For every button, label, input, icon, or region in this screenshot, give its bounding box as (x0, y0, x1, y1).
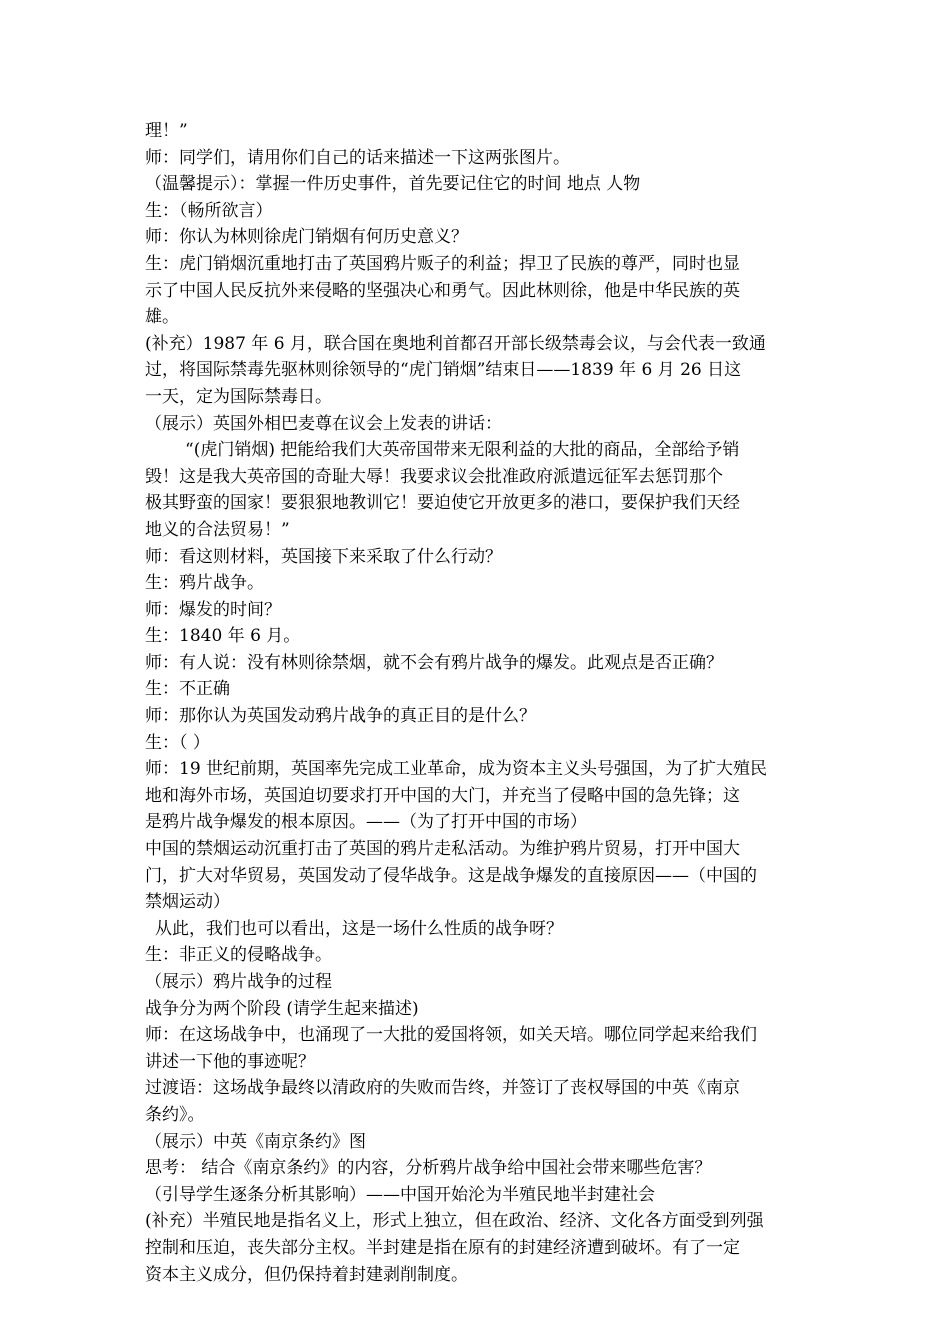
text-line: （展示）英国外相巴麦尊在议会上发表的讲话： (145, 413, 502, 434)
text-line: 雄。 (145, 307, 179, 328)
text-line: 生：（畅所欲言） (145, 200, 273, 221)
quote-line: 毁！这是我大英帝国的奇耻大辱！我要求议会批准政府派遣远征军去惩罚那个 (145, 466, 723, 487)
text-line: (补充）1987 年 6 月，联合国在奥地利首都召开部长级禁毒会议，与会代表一致通 (145, 333, 766, 354)
text-line: 示了中国人民反抗外来侵略的坚强决心和勇气。因此林则徐，他是中华民族的英 (145, 280, 740, 301)
text-line: 条约》。 (145, 1104, 205, 1125)
quote-line: “(虎门销烟) 把能给我们大英帝国带来无限利益的大批的商品，全部给予销 (185, 440, 740, 461)
text-line: 生：不正确 (145, 679, 230, 700)
text-line: 控制和压迫，丧失部分主权。半封建是指在原有的封建经济遭到破坏。有了一定 (145, 1237, 740, 1258)
text-line: （温馨提示）：掌握一件历史事件，首先要记住它的时间 地点 人物 (145, 174, 641, 195)
text-line: 地和海外市场，英国迫切要求打开中国的大门，并充当了侵略中国的急先锋；这 (145, 785, 740, 806)
text-line: 过渡语：这场战争最终以清政府的失败而告终，并签订了丧权辱国的中英《南京 (145, 1078, 740, 1099)
text-line: （展示）中英《南京条约》图 (145, 1131, 366, 1152)
text-line: 师：19 世纪前期，英国率先完成工业革命，成为资本主义头号强国，为了扩大殖民 (145, 759, 768, 780)
document-page (145, 118, 810, 1288)
text-line: 门，扩大对华贸易，英国发动了侵华战争。这是战争爆发的直接原因——（中国的 (145, 865, 757, 886)
text-line: 师：有人说：没有林则徐禁烟，就不会有鸦片战争的爆发。此观点是否正确？ (145, 652, 723, 673)
text-line: 生：1840 年 6 月。 (145, 626, 301, 647)
text-line: 生：非正义的侵略战争。 (145, 945, 332, 966)
text-line: 从此，我们也可以看出，这是一场什么性质的战争呀？ (155, 918, 563, 939)
text-line: 中国的禁烟运动沉重打击了英国的鸦片走私活动。为维护鸦片贸易，打开中国大 (145, 839, 740, 860)
text-line: 讲述一下他的事迹呢？ (145, 1051, 315, 1072)
text-line: 过，将国际禁毒先驱林则徐领导的“虎门销烟”结束日——1839 年 6 月 26 日这 (145, 360, 742, 381)
text-line: 一天，定为国际禁毒日。 (145, 386, 332, 407)
text-line: 生：鸦片战争。 (145, 573, 264, 594)
text-line: 禁烟运动） (145, 892, 230, 913)
quote-line: 地义的合法贸易！” (145, 519, 290, 540)
text-line: 生：虎门销烟沉重地打击了英国鸦片贩子的利益；捍卫了民族的尊严，同时也显 (145, 253, 740, 274)
text-line: （引导学生逐条分析其影响）——中国开始沦为半殖民地半封建社会 (145, 1184, 655, 1205)
text-line: 师：看这则材料，英国接下来采取了什么行动？ (145, 546, 502, 567)
text-line: 师：你认为林则徐虎门销烟有何历史意义？ (145, 227, 468, 248)
text-line: 理！” (145, 121, 188, 141)
text-line: 师：同学们，请用你们自己的话来描述一下这两张图片。 (145, 147, 570, 168)
text-line: 是鸦片战争爆发的根本原因。——（为了打开中国的市场） (145, 812, 587, 833)
text-line: （展示）鸦片战争的过程 (145, 972, 332, 992)
text-line: 师：那你认为英国发动鸦片战争的真正目的是什么？ (145, 706, 536, 727)
text-line: 思考： 结合《南京条约》的内容，分析鸦片战争给中国社会带来哪些危害？ (145, 1158, 712, 1179)
text-line: 战争分为两个阶段 (请学生起来描述) (145, 998, 419, 1019)
quote-line: 极其野蛮的国家！要狠狠地教训它！要迫使它开放更多的港口，要保护我们天经 (145, 493, 740, 514)
text-line: 师：在这场战争中，也涌现了一大批的爱国将领，如关天培。哪位同学起来给我们 (145, 1025, 757, 1046)
text-line: 资本主义成分，但仍保持着封建剥削制度。 (145, 1264, 468, 1285)
text-line: (补充）半殖民地是指名义上，形式上独立，但在政治、经济、文化各方面受到列强 (145, 1211, 764, 1232)
text-line: 师：爆发的时间？ (145, 599, 281, 620)
text-line: 生：（ ） (145, 732, 210, 753)
